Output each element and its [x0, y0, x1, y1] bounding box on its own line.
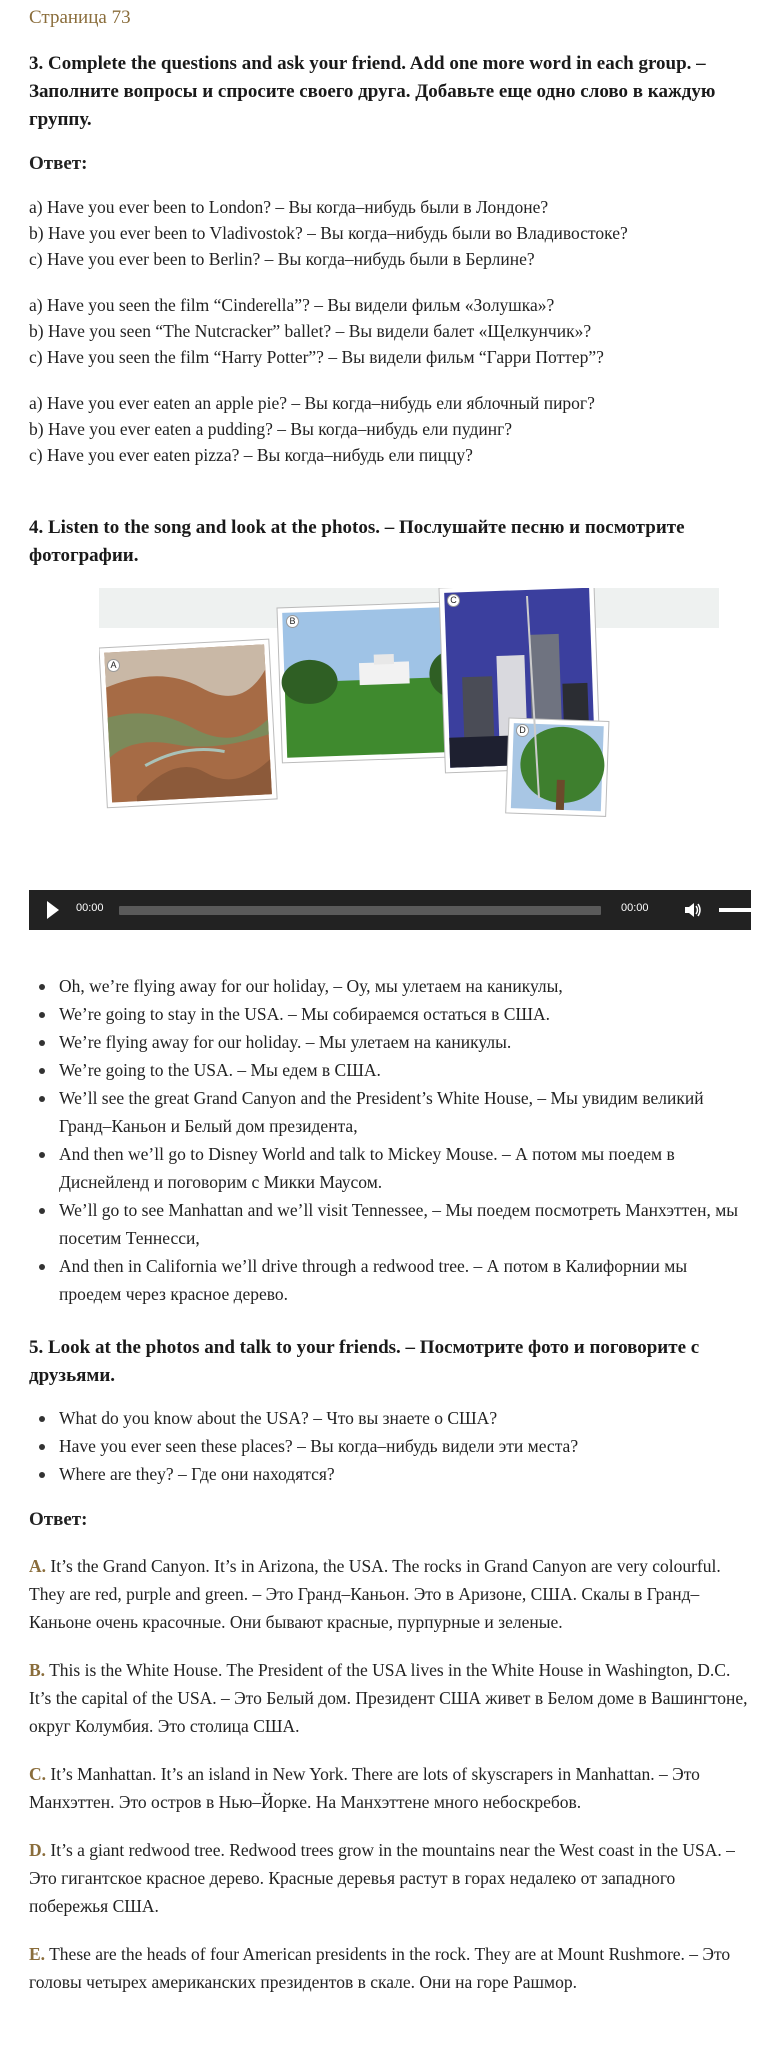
- list-item: Where are they? – Где они находятся?: [59, 1460, 751, 1488]
- list-item: We’re going to stay in the USA. – Мы собираемся остаться в США.: [59, 1000, 751, 1028]
- question-line: c) Have you seen the film “Harry Potter”? – Вы видели фильм “Гарри Поттер”?: [29, 347, 604, 367]
- volume-slider[interactable]: [719, 908, 767, 912]
- list-item: We’re flying away for our holiday. – Мы улетаем на каникулы.: [59, 1028, 751, 1056]
- answer-letter: E.: [29, 1944, 46, 1964]
- photo-label-b: B: [286, 615, 299, 628]
- list-item: We’ll see the great Grand Canyon and the President’s White House, – Мы увидим великий Гранд–Каньон и Белый дом президента,: [59, 1084, 751, 1140]
- answer-label: Ответ:: [29, 1509, 88, 1530]
- question-line: a) Have you ever eaten an apple pie? – Вы когда–нибудь ели яблочный пирог?: [29, 393, 595, 413]
- volume-icon[interactable]: [684, 902, 702, 918]
- list-item: And then in California we’ll drive through a redwood tree. – А потом в Калифорнии мы проедем через красное дерево.: [59, 1252, 751, 1308]
- exercise-5: [29, 1334, 751, 1996]
- audio-progress-bar[interactable]: [119, 906, 601, 915]
- list-item: Have you ever seen these places? – Вы когда–нибудь видели эти места?: [59, 1432, 751, 1460]
- answer-paragraph-a: [29, 1552, 751, 1636]
- list-item: We’re going to the USA. – Мы едем в США.: [59, 1056, 751, 1084]
- list-item: And then we’ll go to Disney World and talk to Mickey Mouse. – А потом мы поедем в Диснейленд и поговорим с Микки Маусом.: [59, 1140, 751, 1196]
- exercise-3: [29, 50, 751, 468]
- answer-paragraph-d: [29, 1836, 751, 1920]
- photo-label-c: C: [447, 594, 460, 607]
- photo-collage: [99, 588, 774, 888]
- question-line: c) Have you ever eaten pizza? – Вы когда–нибудь ели пиццу?: [29, 445, 473, 465]
- audio-player: [29, 890, 751, 930]
- question-line: b) Have you ever been to Vladivostok? – Вы когда–нибудь были во Владивостоке?: [29, 223, 628, 243]
- answer-paragraph-e: [29, 1940, 751, 1996]
- answer-letter: A.: [29, 1556, 47, 1576]
- answer-paragraph-b: [29, 1656, 751, 1740]
- current-time: 00:00: [76, 902, 104, 914]
- answer-text: It’s Manhattan. It’s an island in New York. There are lots of skyscrapers in Manhattan. – Это Манхэттен. Это остров в Нью–Йорке. На Манхэттене много небоскребов.: [29, 1764, 700, 1812]
- answer-text: It’s a giant redwood tree. Redwood trees grow in the mountains near the West coast in the USA. – Это гигантское красное дерево. Красные деревья растут в горах недалеко от западного побережья США.: [29, 1840, 735, 1916]
- list-item: We’ll go to see Manhattan and we’ll visit Tennessee, – Мы поедем посмотреть Манхэттен, мы посетим Теннесси,: [59, 1196, 751, 1252]
- answer-label: Ответ:: [29, 153, 88, 174]
- page: [29, 0, 751, 1992]
- answer-text: This is the White House. The President of the USA lives in the White House in Washington, D.C. It’s the capital of the USA. – Это Белый дом. Президент США живет в Белом доме в Вашингтоне, округ Колумбия. Это столица США.: [29, 1660, 748, 1736]
- question-line: b) Have you ever eaten a pudding? – Вы когда–нибудь ели пудинг?: [29, 419, 513, 439]
- exercise-3-heading: 3. Complete the questions and ask your friend. Add one more word in each group. – Заполните вопросы и спросите своего друга. Добавьте еще одно слово в каждую группу.: [29, 53, 716, 130]
- question-group-2: [29, 292, 751, 370]
- list-item: What do you know about the USA? – Что вы знаете о США?: [59, 1404, 751, 1432]
- question-line: a) Have you seen the film “Cinderella”? – Вы видели фильм «Золушка»?: [29, 295, 555, 315]
- list-item: Oh, we’re flying away for our holiday, – Оу, мы улетаем на каникулы,: [59, 972, 751, 1000]
- play-icon[interactable]: [47, 901, 59, 919]
- question-group-3: [29, 390, 751, 468]
- exercise-5-heading: 5. Look at the photos and talk to your friends. – Посмотрите фото и поговорите с друзьями.: [29, 1337, 700, 1386]
- photo-label-d: D: [516, 724, 529, 737]
- answer-text: These are the heads of four American presidents in the rock. They are at Mount Rushmore. – Это головы четырех американских президентов в скале. Они на горе Рашмор.: [29, 1944, 731, 1992]
- question-line: b) Have you seen “The Nutcracker” ballet? – Вы видели балет «Щелкунчик»?: [29, 321, 592, 341]
- question-line: c) Have you ever been to Berlin? – Вы когда–нибудь были в Берлине?: [29, 249, 535, 269]
- answer-letter: B.: [29, 1660, 46, 1680]
- exercise-4-heading: 4. Listen to the song and look at the photos. – Послушайте песню и посмотрите фотографии.: [29, 517, 685, 566]
- duration-time: 00:00: [621, 902, 649, 914]
- answer-letter: D.: [29, 1840, 47, 1860]
- question-line: a) Have you ever been to London? – Вы когда–нибудь были в Лондоне?: [29, 197, 549, 217]
- photo-label-a: A: [107, 659, 120, 672]
- answer-paragraph-c: [29, 1760, 751, 1816]
- page-number: Страница 73: [29, 7, 131, 28]
- exercise-4-heading-block: [29, 514, 751, 570]
- song-lyrics: [29, 972, 751, 1308]
- question-group-1: [29, 194, 751, 272]
- answer-text: It’s the Grand Canyon. It’s in Arizona, the USA. The rocks in Grand Canyon are very colourful. They are red, purple and green. – Это Гранд–Каньон. Это в Аризоне, США. Скалы в Гранд–Каньоне очень красочные. Они бывают красные, пурпурные и зеленые.: [29, 1556, 721, 1632]
- usa-photos-image: [99, 588, 719, 888]
- answer-letter: C.: [29, 1764, 47, 1784]
